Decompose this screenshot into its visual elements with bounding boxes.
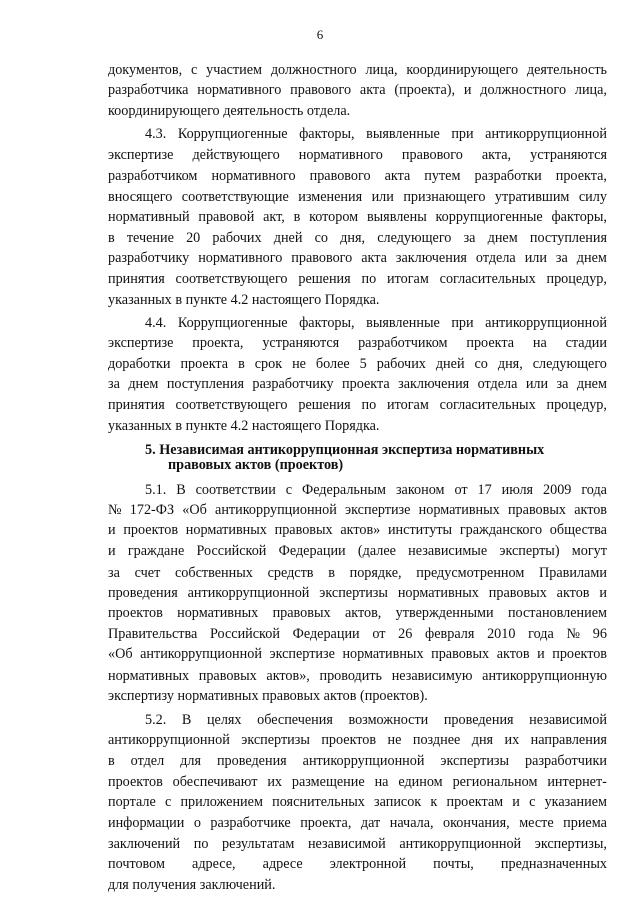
text-line: и граждане Российской Федерации (далее независимые эксперты) могут <box>108 543 607 560</box>
text-line: 4.4. Коррупциогенные факторы, выявленные при антикоррупционной <box>145 314 607 331</box>
text-line: принятия соответствующего решения по итогам согласительных процедур, <box>108 271 607 288</box>
text-line: указанных в пункте 4.2 настоящего Порядка. <box>108 417 380 434</box>
text-line: портале с приложением пояснительных записок к проектам и с указанием <box>108 794 607 811</box>
text-line: проектов нормативных правовых актов, утвержденными постановлением <box>108 605 607 622</box>
text-line: и проектов нормативных правовых актов» институты гражданского общества <box>108 522 607 539</box>
text-line: в течение 20 рабочих дней со дня, следующего за днем поступления <box>108 230 607 247</box>
text-line: документов, с участием должностного лица, координирующего деятельность <box>108 62 607 78</box>
text-line: проектов обеспечивают их размещение на едином региональном интернет- <box>108 774 607 791</box>
text-line: экспертизе действующего нормативного правового акта, устраняются <box>108 147 607 164</box>
text-line: «Об антикоррупционной экспертизе нормативных правовых актов и проектов <box>108 646 607 663</box>
text-line: разработчиком нормативного правового акта путем разработки проекта, <box>108 167 607 184</box>
text-line: координирующего деятельность отдела. <box>108 103 351 120</box>
text-line: указанных в пункте 4.2 настоящего Порядка. <box>108 291 380 308</box>
text-line: 4.3. Коррупциогенные факторы, выявленные при антикоррупционной <box>145 126 607 143</box>
text-line: проведения антикоррупционной экспертизы нормативных правовых актов и <box>108 584 607 601</box>
text-line: заключений по результатам независимой антикоррупционной экспертизы, <box>108 835 607 852</box>
text-line: вносящего соответствующие изменения или признающего утратившим силу <box>108 188 607 205</box>
text-line: доработки проекта в срок не более 5 рабочих дней со дня, следующего <box>108 356 607 373</box>
text-line: в отдел для проведения антикоррупционной экспертизы разработчики <box>108 752 607 769</box>
text-line: № 172-ФЗ «Об антикоррупционной экспертизе нормативных правовых актов <box>108 502 607 519</box>
text-line: 5.2. В целях обеспечения возможности проведения независимой <box>145 711 607 728</box>
text-line: экспертизу нормативных правовых актов (проектов). <box>108 687 428 704</box>
text-line: разработчика нормативного правового акта (проекта), и должностного лица, <box>108 82 607 99</box>
text-line: почтовом адресе, адресе электронной почты, предназначенных <box>108 855 607 872</box>
page-number: 6 <box>316 27 324 42</box>
text-line: за счет собственных средств в порядке, предусмотренном Правилами <box>108 564 607 581</box>
text-line: принятия соответствующего решения по итогам согласительных процедур, <box>108 397 607 414</box>
section-heading-line: правовых актов (проектов) <box>168 457 344 474</box>
section-heading-line: 5. Независимая антикоррупционная экспертиза нормативных <box>145 442 545 459</box>
text-line: нормативных правовых актов», проводить независимую антикоррупционную <box>108 667 607 684</box>
text-line: Правительства Российской Федерации от 26 февраля 2010 года № 96 <box>108 626 607 643</box>
text-line: 5.1. В соответствии с Федеральным законом от 17 июля 2009 года <box>145 481 607 498</box>
text-line: для получения заключений. <box>108 877 276 893</box>
text-line: антикоррупционной экспертизы проектов не позднее дня их направления <box>108 731 607 748</box>
text-line: за днем поступления разработчику проекта заключения отдела или за днем <box>108 376 607 393</box>
text-line: экспертизе проекта, устраняются разработчиком проекта на стадии <box>108 334 607 351</box>
text-line: разработчику нормативного правового акта заключения отдела или за днем <box>108 250 607 267</box>
text-line: информации о разработчике проекта, дат начала, окончания, месте приема <box>108 814 607 831</box>
text-line: нормативный правовой акт, в котором выявлены коррупциогенные факторы, <box>108 209 607 225</box>
